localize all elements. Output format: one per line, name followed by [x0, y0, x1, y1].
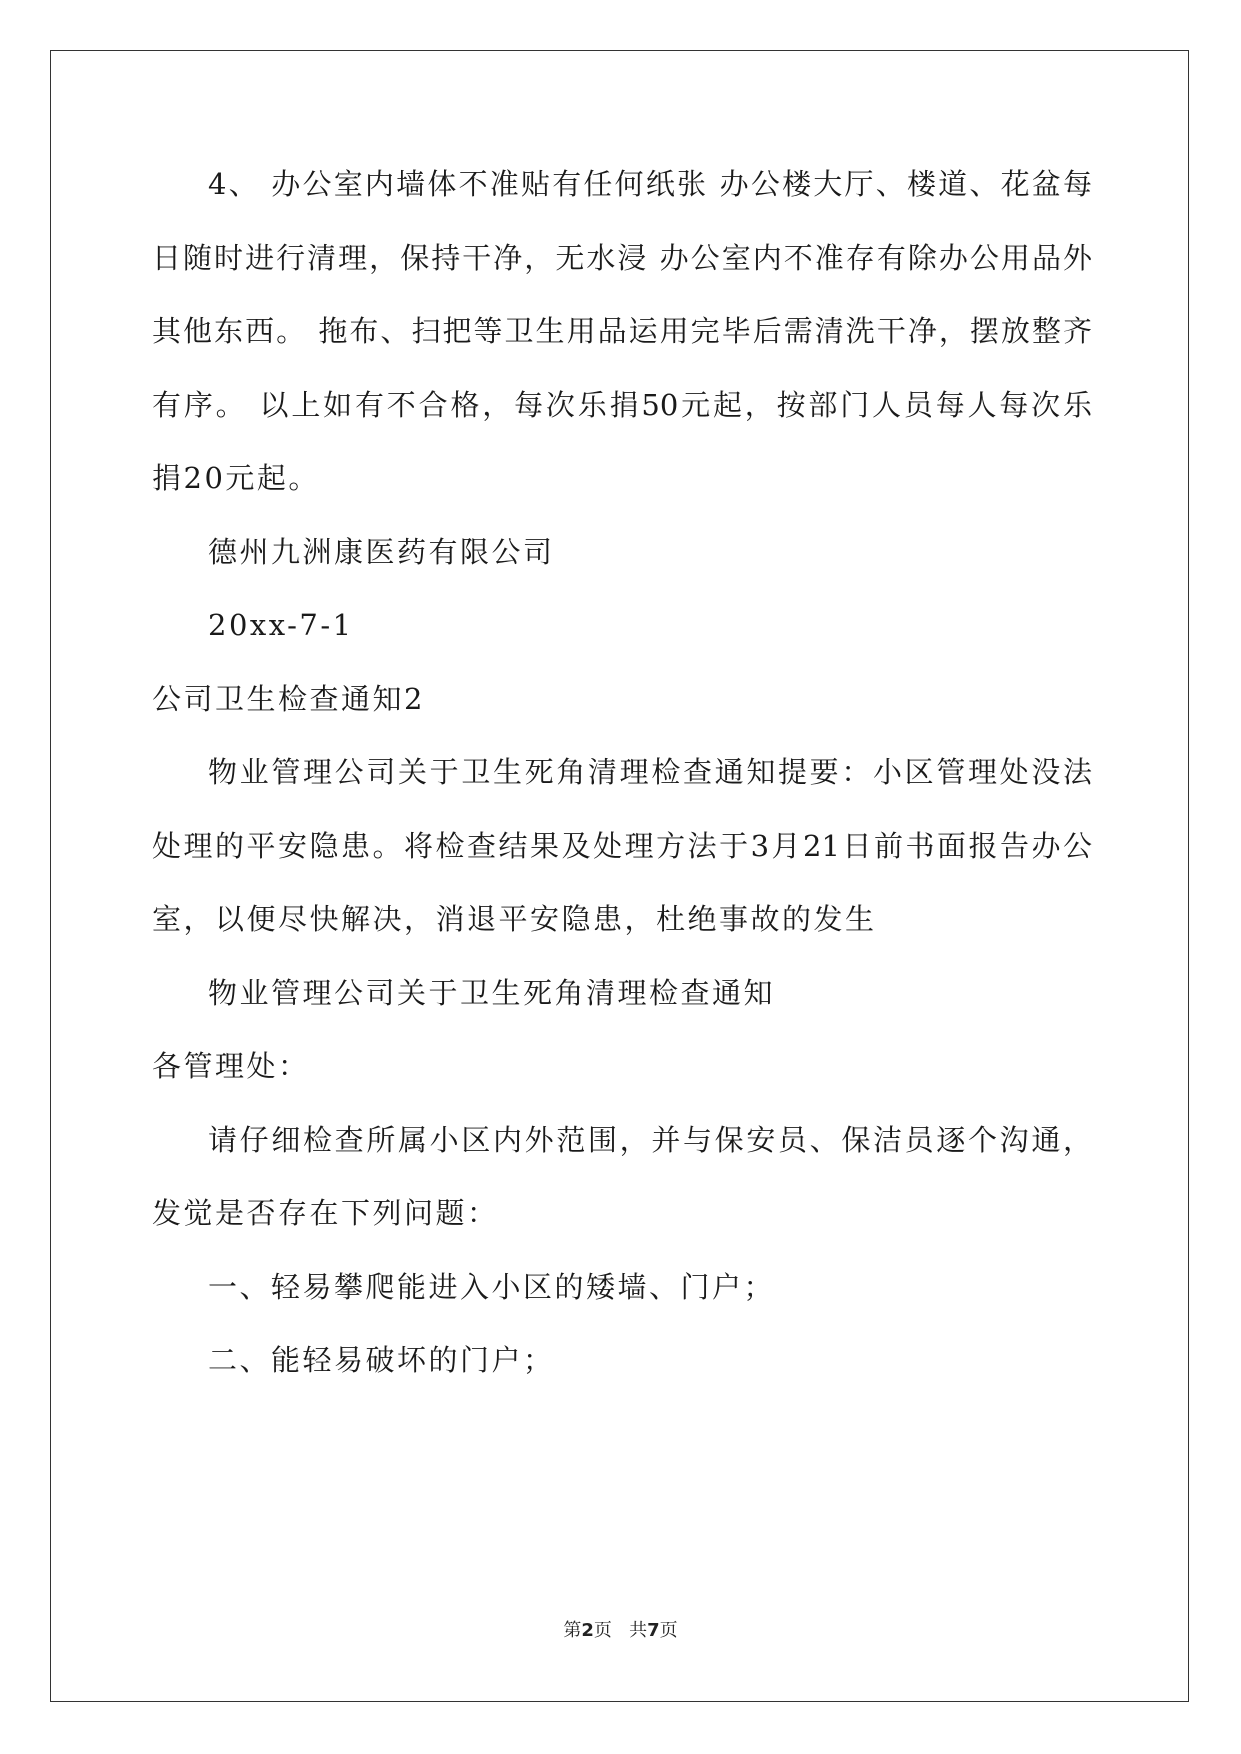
footer-page-suffix: 页 [593, 1620, 612, 1641]
section-title: 公司卫生检查通知2 [152, 682, 425, 716]
page-border [50, 50, 1189, 1702]
list-item-2: 二、能轻易破坏的门户； [208, 1343, 555, 1377]
document-date: 20xx-7-1 [208, 608, 354, 642]
notice-line-2: 发觉是否存在下列问题： [152, 1196, 499, 1230]
summary-line-2: 处理的平安隐患。将检查结果及处理方法于3月21日前书面报告办公 [152, 829, 1092, 863]
paragraph-line-2: 日随时进行清理，保持干净，无水浸 办公室内不准存有除办公用品外 [152, 241, 1092, 275]
footer-total-prefix: 共 [629, 1620, 648, 1641]
paragraph-line-3: 其他东西。 拖布、扫把等卫生用品运用完毕后需清洗干净，摆放整齐 [152, 314, 1092, 348]
footer-page-number: 2 [581, 1620, 594, 1641]
paragraph-line-4: 有序。 以上如有不合格，每次乐捐50元起，按部门人员每人每次乐 [152, 388, 1092, 422]
footer-prefix: 第 [563, 1620, 582, 1641]
page-footer [0, 1619, 1241, 1643]
list-item-1: 一、轻易攀爬能进入小区的矮墙、门户； [208, 1270, 776, 1304]
summary-line-3: 室，以便尽快解决，消退平安隐患，杜绝事故的发生 [152, 902, 877, 936]
notice-heading: 物业管理公司关于卫生死角清理检查通知 [208, 976, 776, 1010]
footer-total-pages: 7 [647, 1620, 660, 1641]
notice-addressee: 各管理处： [152, 1049, 310, 1083]
company-name: 德州九洲康医药有限公司 [208, 535, 555, 569]
footer-total-suffix: 页 [659, 1620, 678, 1641]
paragraph-line-1: 4、 办公室内墙体不准贴有任何纸张 办公楼大厅、楼道、花盆每 [208, 167, 1092, 201]
paragraph-line-5: 捐20元起。 [152, 461, 320, 495]
summary-line-1: 物业管理公司关于卫生死角清理检查通知提要：小区管理处没法 [208, 755, 1092, 789]
notice-line-1: 请仔细检查所属小区内外范围，并与保安员、保洁员逐个沟通， [208, 1123, 1092, 1157]
